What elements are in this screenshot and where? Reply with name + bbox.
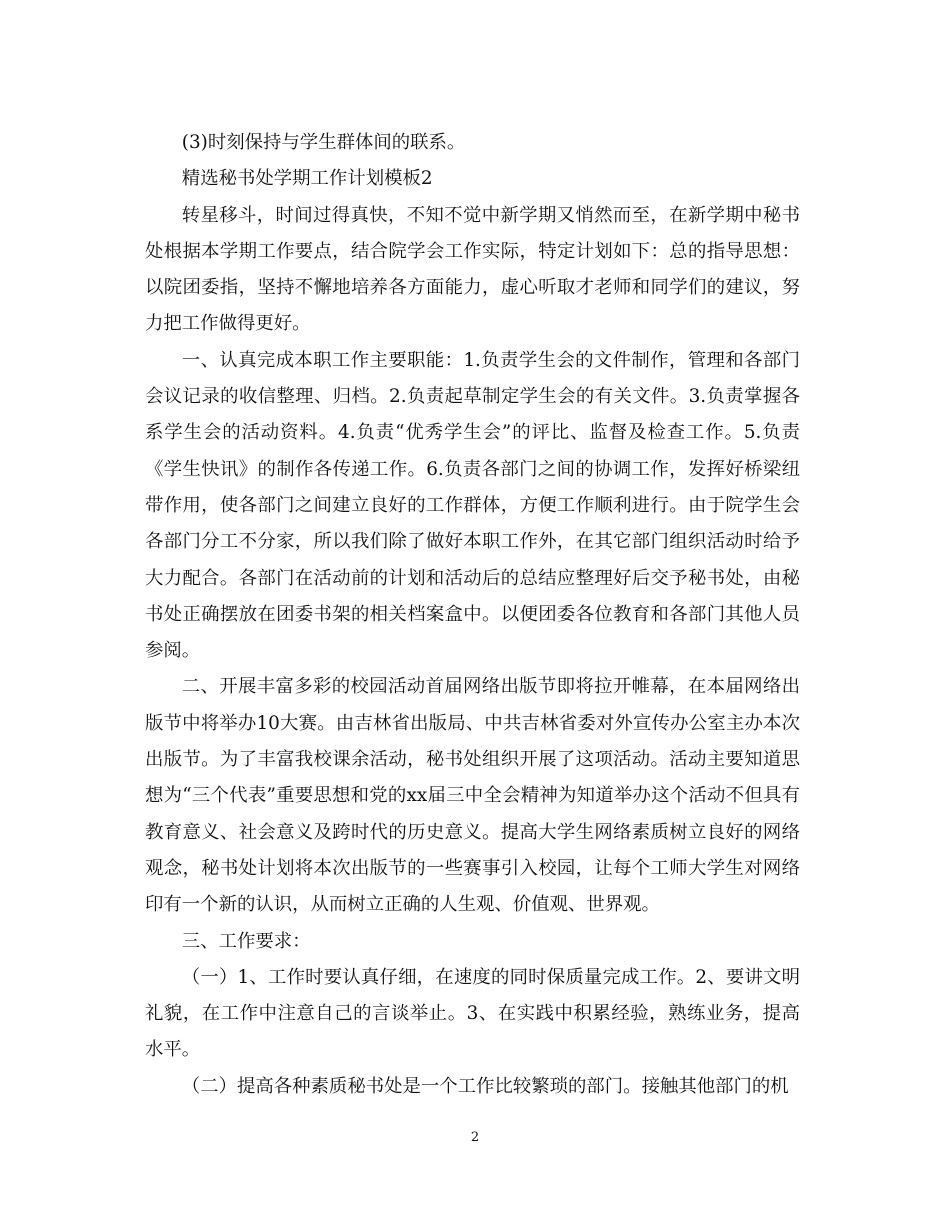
paragraph-intro: 转星移斗，时间过得真快，不知不觉中新学期又悄然而至，在新学期中秘书处根据本学期工作要点，结合院学会工作实际，特定计划如下：总的指导思想：以院团委指，坚持不懈地培养各方面能力，虚心听取才老师和同学们的建议，努力把工作做得更好。 <box>145 204 800 335</box>
section-heading-work-requirements: 三、工作要求： <box>181 930 311 952</box>
paragraph-requirement-1: （一）1、工作时要认真仔细，在速度的同时保质量完成工作。2、要讲文明礼貌，在工作中注意自己的言谈举止。3、在实践中积累经验，熟练业务，提高水平。 <box>145 966 800 1061</box>
section-heading-template-2: 精选秘书处学期工作计划模板2 <box>181 168 433 190</box>
paragraph-requirement-2: （二）提高各种素质秘书处是一个工作比较繁琐的部门。接触其他部门的机 <box>181 1075 789 1097</box>
paragraph-section-1: 一、认真完成本职工作主要职能：1.负责学生会的文件制作，管理和各部门会议记录的收信整理、归档。2.负责起草制定学生会的有关文件。3.负责掌握各系学生会的活动资料。4.负责“优秀学生会”的评比、监督及检查工作。5.负责《学生快讯》的制作各传递工作。6.负责各部门之间的协调工作，发挥好桥梁纽带作用，使各部门之间建立良好的工作群体，方便工作顺利进行。由于院学生会各部门分工不分家，所以我们除了做好本职工作外，在其它部门组织活动时给予大力配合。各部门在活动前的计划和活动后的总结应整理好后交予秘书处，由秘书处正确摆放在团委书架的相关档案盒中。以便团委各位教育和各部门其他人员参阅。 <box>145 349 800 662</box>
paragraph-item-3: (3)时刻保持与学生群体间的联系。 <box>181 132 466 153</box>
document-body <box>145 125 800 1105</box>
paragraph-section-2: 二、开展丰富多彩的校园活动首届网络出版节即将拉开帷幕，在本届网络出版节中将举办10大赛。由吉林省出版局、中共吉林省委对外宣传办公室主办本次出版节。为了丰富我校课余活动，秘书处组织开展了这项活动。活动主要知道思想为“三个代表”重要思想和党的xx届三中全会精神为知道举办这个活动不但具有教育意义、社会意义及跨时代的历史意义。提高大学生网络素质树立良好的网络观念，秘书处计划将本次出版节的一些赛事引入校园，让每个工师大学生对网络印有一个新的认识，从而树立正确的人生观、价值观、世界观。 <box>145 676 800 916</box>
page-number: 2 <box>470 1130 480 1145</box>
